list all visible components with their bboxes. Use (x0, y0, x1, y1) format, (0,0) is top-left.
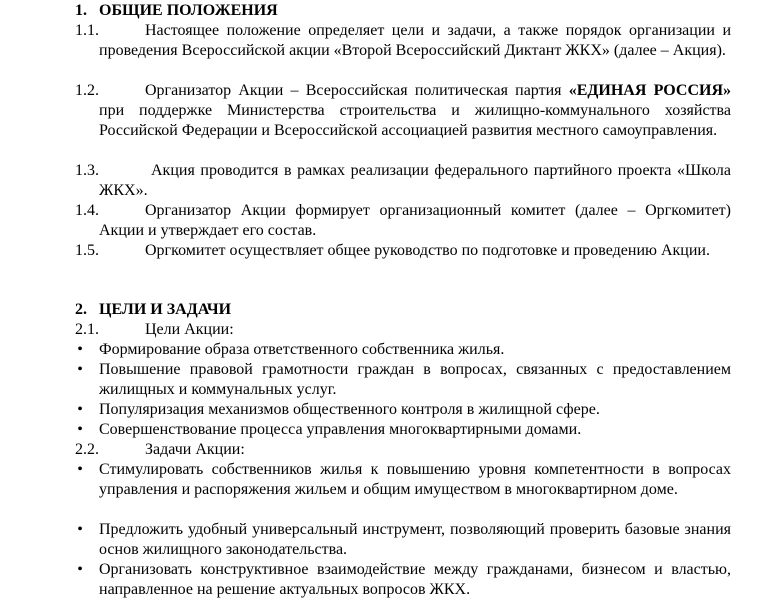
goals-number: 2.1. (75, 321, 99, 338)
tasks-subheading (75, 440, 245, 460)
goal-text: Повышение правовой грамотности граждан в вопросах, связанных с предоставлением жилищных и коммунальных услуг. (99, 361, 731, 398)
clause-text: Оргкомитет осуществляет общее руководство по подготовке и проведению Акции. (145, 242, 710, 259)
bullet-icon: • (77, 421, 83, 438)
clause-text: Настоящее положение определяет цели и задачи, а также порядок организации и проведения Всероссийской акции «Второй Всероссийский Диктант ЖКХ» (далее – Акция). (99, 22, 731, 59)
clause-text (99, 81, 731, 141)
goals-label: Цели Акции: (145, 321, 234, 338)
goals-subheading (75, 320, 234, 340)
bullet-icon: • (77, 341, 83, 358)
clause-number: 1.5. (75, 242, 99, 259)
tasks-label: Задачи Акции: (145, 441, 245, 458)
clause-number: 1.2. (75, 82, 99, 99)
party-name: «ЕДИНАЯ РОССИЯ» (568, 82, 732, 99)
task-item (75, 560, 731, 600)
clause-number: 1.4. (75, 202, 99, 219)
goal-text: Совершенствование процесса управления многоквартирными домами. (99, 421, 582, 438)
clause-text-part: Организатор Акции – Всероссийская политическая партия (145, 82, 569, 99)
goal-item (75, 360, 731, 400)
clause-1-5 (75, 241, 731, 261)
clause-text: Организатор Акции формирует организационный комитет (далее – Оргкомитет) Акции и утверждает его состав. (99, 202, 731, 239)
goal-text: Формирование образа ответственного собственника жилья. (99, 341, 505, 358)
bullet-icon: • (77, 561, 83, 578)
task-text: Организовать конструктивное взаимодействие между гражданами, бизнесом и властью, направленное на решение актуальных вопросов ЖКХ. (99, 561, 731, 598)
task-text: Предложить удобный универсальный инструмент, позволяющий проверить базовые знания основ жилищного законодательства. (99, 521, 731, 558)
section-1-title: ОБЩИЕ ПОЛОЖЕНИЯ (99, 2, 278, 19)
section-1-number: 1. (75, 2, 87, 19)
clause-1-4 (75, 201, 731, 241)
section-1-heading (75, 1, 278, 21)
bullet-icon: • (77, 521, 83, 538)
section-2-title: ЦЕЛИ И ЗАДАЧИ (99, 301, 232, 318)
section-2-heading (75, 300, 231, 320)
clause-number: 1.3. (75, 162, 99, 179)
clause-1-2 (75, 81, 731, 141)
clause-text: Акция проводится в рамках реализации федерального партийного проекта «Школа ЖКХ». (99, 162, 731, 199)
bullet-icon: • (77, 361, 83, 378)
goal-item (75, 400, 731, 420)
clause-1-1 (75, 21, 731, 61)
clause-1-3 (75, 161, 731, 201)
section-2-number: 2. (75, 301, 87, 318)
clause-number: 1.1. (75, 22, 99, 39)
bullet-icon: • (77, 401, 83, 418)
goal-item (75, 340, 731, 360)
task-item (75, 460, 731, 500)
bullet-icon: • (77, 461, 83, 478)
clause-text-part: при поддержке Министерства строительства и жилищно-коммунального хозяйства Российской Федерации и Всероссийской ассоциацией развития местного самоуправления. (99, 102, 731, 139)
task-item (75, 520, 731, 560)
goal-item (75, 420, 731, 440)
tasks-number: 2.2. (75, 441, 99, 458)
goal-text: Популяризация механизмов общественного контроля в жилищной сфере. (99, 401, 600, 418)
task-text: Стимулировать собственников жилья к повышению уровня компетентности в вопросах управления и распоряжения жильем и общим имуществом в многоквартирном доме. (99, 461, 731, 498)
